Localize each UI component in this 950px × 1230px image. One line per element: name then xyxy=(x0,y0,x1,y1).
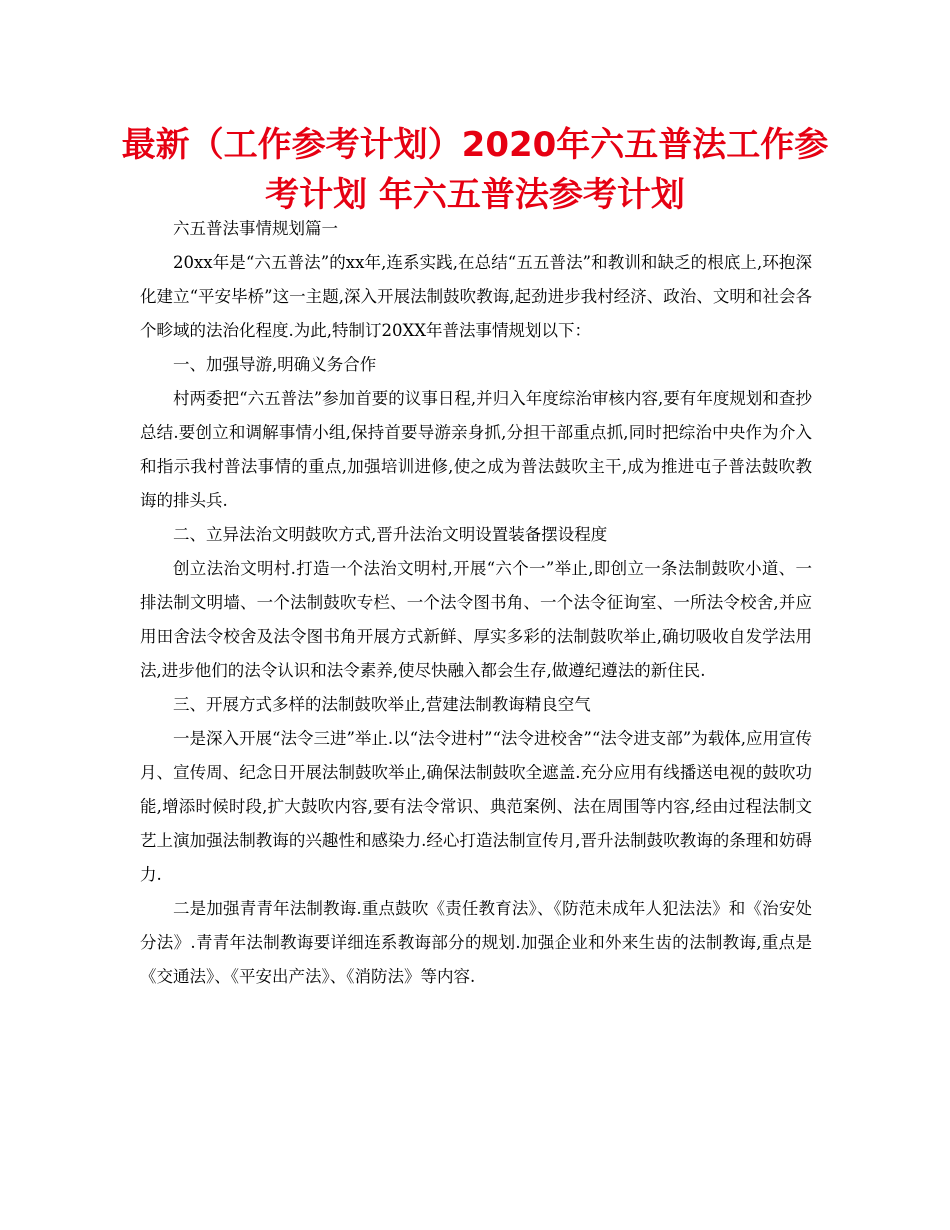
section-heading: 一、加强导游,明确义务合作 xyxy=(173,355,377,374)
paragraph: 20xx年是“六五普法”的xx年,连系实践,在总结“五五普法”和教训和缺乏的根底上,环抱深化建立“平安毕桥”这一主题,深入开展法制鼓吹教诲,起劲进步我村经济、政治、文明和社会各个畛域的法治化程度.为此,特制订20XX年普法事情规划以下： xyxy=(140,253,812,340)
paragraph: 村两委把“六五普法”参加首要的议事日程,并归入年度综治审核内容,要有年度规划和查抄总结.要创立和调解事情小组,保持首要导游亲身抓,分担干部重点抓,同时把综治中央作为介入和指示我村普法事情的重点,加强培训进修,使之成为普法鼓吹主干,成为推进屯子普法鼓吹教诲的排头兵. xyxy=(140,389,812,510)
paragraph: 二是加强青青年法制教诲.重点鼓吹《责任教育法》、《防范未成年人犯法法》和《治安处分法》.青青年法制教诲要详细连系教诲部分的规划.加强企业和外来生齿的法制教诲,重点是《交通法》、《平安出产法》、《消防法》等内容. xyxy=(140,899,812,986)
paragraph: 六五普法事情规划篇一 xyxy=(173,219,338,238)
paragraph: 创立法治文明村.打造一个法治文明村,开展“六个一”举止,即创立一条法制鼓吹小道、一排法制文明墙、一个法制鼓吹专栏、一个法令图书角、一个法令征询室、一所法令校舍,并应用田舍法令校舍及法令图书角开展方式新鲜、厚实多彩的法制鼓吹举止,确切吸收自发学法用法,进步他们的法令认识和法令素养,使尽快融入都会生存,做遵纪遵法的新住民. xyxy=(140,559,812,680)
section-heading: 三、开展方式多样的法制鼓吹举止,营建法制教诲精良空气 xyxy=(173,695,591,714)
document-title: 最新（工作参考计划）2020年六五普法工作参考计划 年六五普法参考计划 xyxy=(121,125,829,215)
document-body xyxy=(140,212,812,994)
paragraph: 一是深入开展“法令三进”举止.以“法令进村”“法令进校舍”“法令进支部”为载体,应用宣传月、宣传周、纪念日开展法制鼓吹举止,确保法制鼓吹全遮盖.充分应用有线播送电视的鼓吹功能,增添时候时段,扩大鼓吹内容,要有法令常识、典范案例、法在周围等内容,经由过程法制文艺上演加强法制教诲的兴趣性和感染力.经心打造法制宣传月,晋升法制鼓吹教诲的条理和妨碍力. xyxy=(140,729,812,884)
section-heading: 二、立异法治文明鼓吹方式,晋升法治文明设置装备摆设程度 xyxy=(173,525,608,544)
